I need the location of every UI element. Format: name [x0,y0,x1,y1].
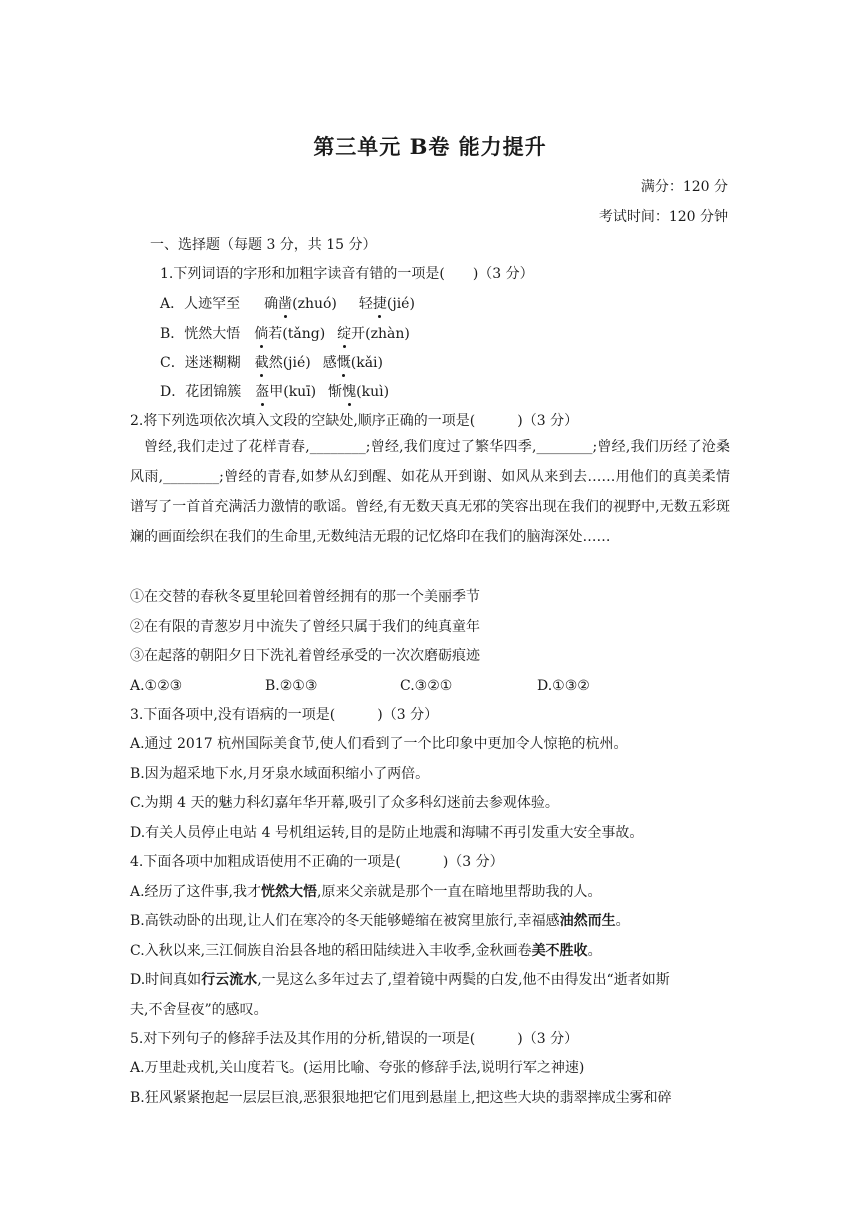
q4-option-b: B.高铁动卧的出现,让人们在寒冷的冬天能够蜷缩在被窝里旅行,幸福感油然而生。 [130,913,630,929]
q2-item-3: ③在起落的朝阳夕日下洗礼着曾经承受的一次次磨砺痕迹 [130,648,480,664]
q2-item-2: ②在有限的青葱岁月中流失了曾经只属于我们的纯真童年 [130,619,480,635]
q2-option-c: C.③②① [400,678,453,694]
section-heading: 一、选择题（每题 3 分，共 15 分） [150,237,377,253]
q4-option-c: C.入秋以来,三江侗族自治县各地的稻田陆续进入丰收季,金秋画卷美不胜收。 [130,943,602,959]
q3-option-a: A.通过 2017 杭州国际美食节,使人们看到了一个比印象中更加令人惊艳的杭州。 [130,736,628,752]
q5-stem: 5.对下列句子的修辞手法及其作用的分析,错误的一项是( )（3 分） [130,1031,579,1047]
q2-option-d: D.①③② [537,678,590,694]
q3-option-c: C.为期 4 天的魅力科幻嘉年华开幕,吸引了众多科幻迷前去参观体验。 [130,795,559,811]
q5-option-b: B.狂风紧紧抱起一层层巨浪,恶狠狠地把它们甩到悬崖上,把这些大块的翡翠摔成尘雾和碎 [130,1090,672,1106]
page-title: 第三单元 B卷 能力提升 [313,134,547,159]
q4-option-d-line1: D.时间真如行云流水,一晃这么多年过去了,望着镜中两鬓的白发,他不由得发出“逝者如斯 [130,972,670,988]
q1-option-c: C．迷迷糊糊 截然(jié) 感慨(kǎi) [160,355,383,371]
q3-option-b: B.因为超采地下水,月牙泉水域面积缩小了两倍。 [130,766,430,782]
q2-stem: 2.将下列选项依次填入文段的空缺处,顺序正确的一项是( )（3 分） [130,413,579,429]
exam-time: 考试时间：120 分钟 [598,209,728,225]
q1-option-a: A．人迹罕至 确凿(zhuó) 轻捷(jié) [160,296,415,312]
q1-option-b: B．恍然大悟 倘若(tǎng) 绽开(zhàn) [160,326,410,342]
q2-option-a: A.①②③ [130,678,183,694]
full-score: 满分：120 分 [640,179,728,195]
q2-options [130,676,730,696]
q5-option-a: A.万里赴戎机,关山度若飞。(运用比喻、夸张的修辞手法,说明行军之神速) [130,1060,585,1076]
q2-item-1: ①在交替的春秋冬夏里轮回着曾经拥有的那一个美丽季节 [130,589,480,605]
q3-stem: 3.下面各项中,没有语病的一项是( )（3 分） [130,707,439,723]
q3-option-d: D.有关人员停止电站 4 号机组运转,目的是防止地震和海啸不再引发重大安全事故。 [130,825,644,841]
q4-option-a: A.经历了这件事,我才恍然大悟,原来父亲就是那个一直在暗地里帮助我的人。 [130,884,602,900]
q1-stem: 1.下列词语的字形和加粗字读音有错的一项是( )（3 分） [160,266,534,282]
q1-option-d: D．花团锦簇 盔甲(kuī) 惭愧(kuì) [160,384,390,400]
q4-option-d-line2: 夫,不舍昼夜”的感叹。 [130,1002,268,1018]
q2-option-b: B.②①③ [265,678,318,694]
q2-passage: 曾经,我们走过了花样青春,________;曾经,我们度过了繁华四季,________;曾经,我们历经了沧桑风雨,________;曾经的青春,如梦从幻到醒、如花从开到谢、如风从来到去……用他们的真美柔情谱写了一首首充满活力激情的歌谣。曾经,有无数天真无邪的笑容出现在我们的视野中,无数五彩斑斓的画面绘织在我们的生命里,无数纯洁无瑕的记忆烙印在我们的脑海深处…… [130,439,730,545]
q4-stem: 4.下面各项中加粗成语使用不正确的一项是( )（3 分） [130,854,504,870]
